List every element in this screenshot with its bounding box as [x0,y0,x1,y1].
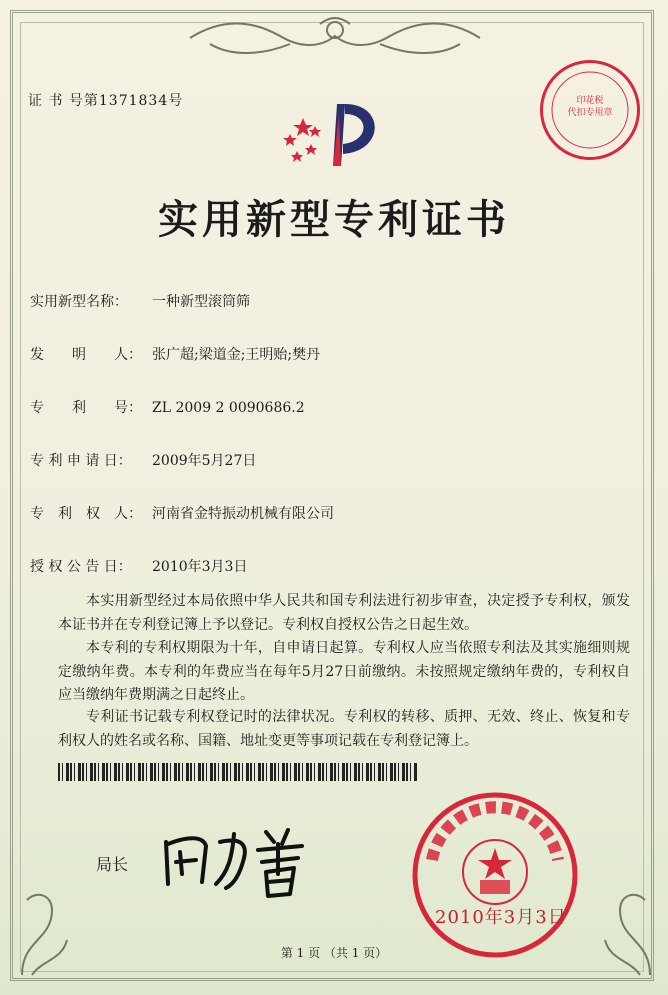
top-ornament [170,14,500,62]
field-application-date [30,450,256,470]
corner-ornament-left [12,880,72,980]
field-value: 河南省金特振动机械有限公司 [152,506,334,522]
office-seal [410,790,580,960]
corner-ornament-right [600,880,660,980]
director-label: 局长 [96,855,129,874]
field-label: 发 明 人： [30,347,142,363]
paragraph-legal-status: 专利证书记载专利权登记时的法律状况。专利权的转移、质押、无效、终止、恢复和专利权人的姓名或名称、国籍、地址变更等事项记载在专利登记簿上。 [58,709,630,749]
field-label: 授 权 公 告 日： [30,559,132,575]
field-value: ZL 2009 2 0090686.2 [152,400,305,416]
field-label: 专 利 申 请 日： [30,453,132,469]
field-patent-number [30,397,305,417]
field-patentee [30,503,334,523]
page-number: 第 1 页 （共 1 页） [280,946,388,960]
barcode [58,763,418,781]
certificate-title: 实用新型专利证书 [158,196,510,243]
certificate-number: 证 书 号第1371834号 [28,93,184,109]
field-label: 专 利 号： [30,400,142,416]
paragraph-grant: 本实用新型经过本局依照中华人民共和国专利法进行初步审查，决定授予专利权，颁发本证书并在专利登记簿上予以登记。专利权自授权公告之日起生效。 [58,593,630,633]
field-label: 实用新型名称： [30,294,128,310]
tax-stamp [540,60,640,160]
director-signature [158,822,308,902]
field-value: 张广超;梁道金;王明贻;樊丹 [152,347,321,363]
field-label: 专 利 权 人： [30,506,142,522]
field-grant-date [30,556,247,576]
seal-date: 2010年3月3日 [435,907,567,928]
field-value: 一种新型滚筒筛 [152,294,250,310]
svg-text:代扣专用章: 代扣专用章 [567,108,613,118]
paragraph-term: 本专利的专利权期限为十年，自申请日起算。专利权人应当依照专利法及其实施细则规定缴纳年费。本专利的年费应当在每年5月27日前缴纳。未按照规定缴纳年费的，专利权自应当缴纳年费期满之日起终止。 [58,640,630,703]
field-value: 2009年5月27日 [152,453,257,469]
field-inventors [30,344,320,364]
field-value: 2010年3月3日 [152,559,248,575]
cnipa-logo [275,96,395,176]
svg-text:印花税: 印花税 [576,96,604,106]
field-utility-name [30,291,250,311]
